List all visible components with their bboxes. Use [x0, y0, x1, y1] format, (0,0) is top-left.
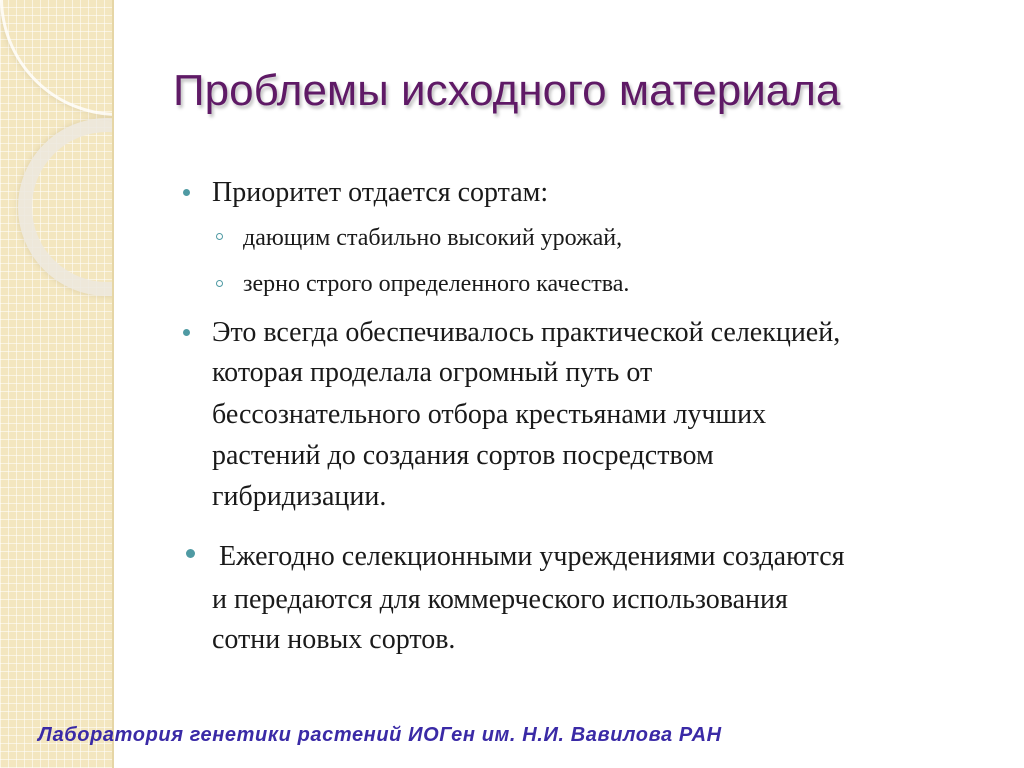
sub-bullet-1: дающим стабильно высокий урожай, [243, 225, 623, 251]
sub-bullet-circle-icon [216, 280, 223, 287]
bullet-2-line-1: Это всегда обеспечивалось практической селекцией, [212, 317, 841, 348]
bullet-3-line-2: и передаются для коммерческого использования [212, 584, 788, 615]
bullet-dot-icon [186, 549, 195, 558]
bullet-dot-icon [183, 329, 190, 336]
bullet-2-line-3: бессознательного отбора крестьянами лучших [212, 399, 767, 430]
sub-bullet-circle-icon [216, 233, 223, 240]
bullet-3-line-1: Ежегодно селекционными учреждениями создаются [212, 541, 845, 572]
bullet-2-line-4: растений до создания сортов посредством [212, 440, 714, 471]
bullet-2-line-2: которая проделала огромный путь от [212, 357, 653, 388]
footer-lab-name: Лаборатория генетики растений ИОГен им. Н.И. Вавилова РАН [38, 724, 722, 746]
bullet-3-line-3: сотни новых сортов. [212, 624, 456, 655]
slide-title: Проблемы исходного материала [173, 66, 841, 115]
bullet-dot-icon [183, 189, 190, 196]
bullet-1-text: Приоритет отдается сортам: [212, 177, 549, 208]
sub-bullet-2: зерно строго определенного качества. [243, 271, 630, 297]
bullet-2-line-5: гибридизации. [212, 481, 387, 512]
